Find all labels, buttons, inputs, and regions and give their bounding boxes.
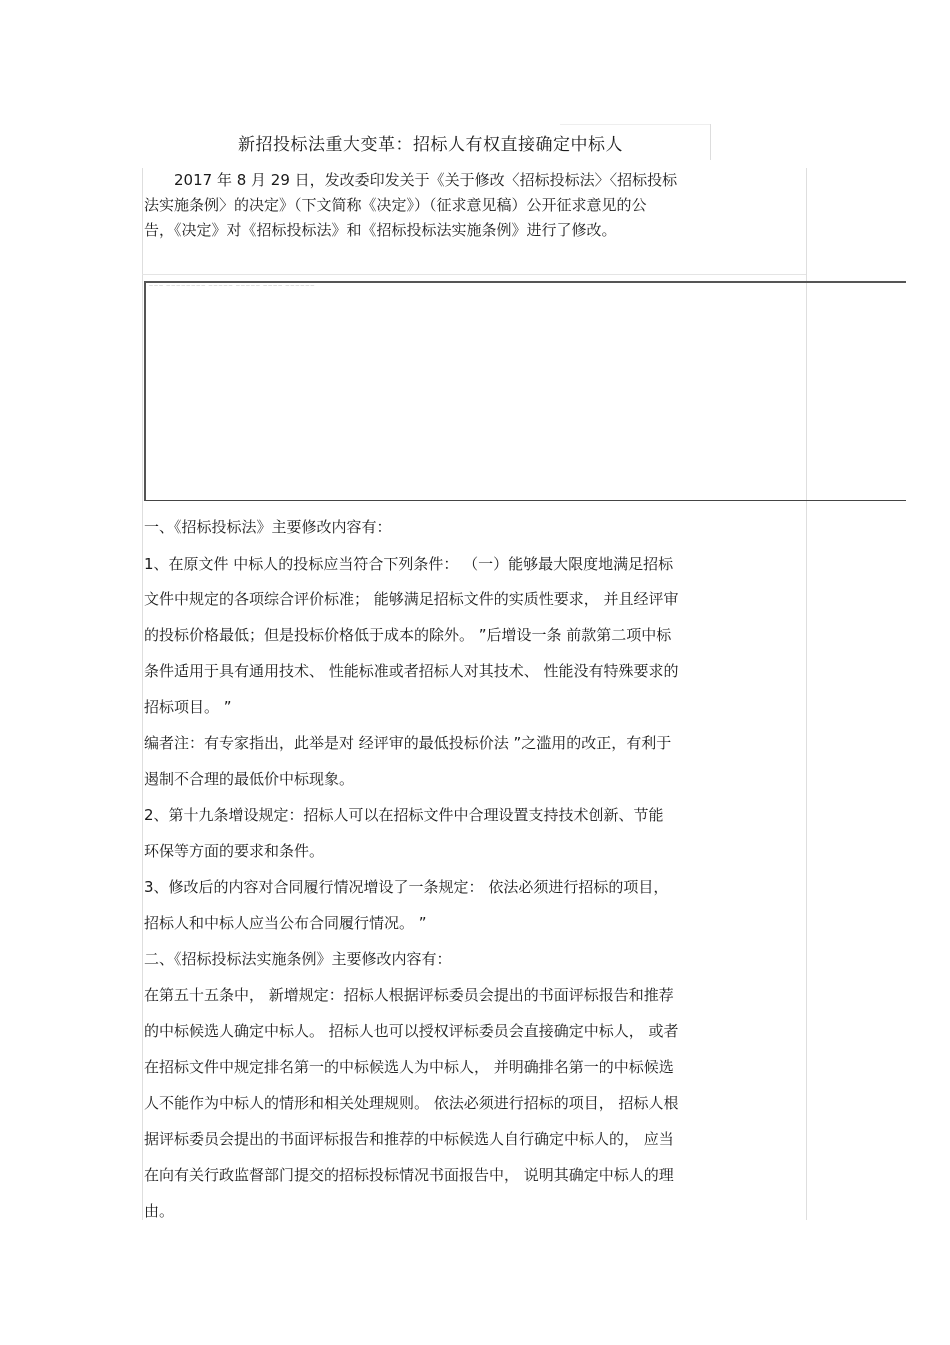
image-caption: ——— ———————— ————— ————— ———— ——————	[149, 283, 316, 288]
title-top-rule	[560, 124, 710, 125]
body-line: 在第五十五条中， 新增规定：招标人根据评标委员会提出的书面评标报告和推荐	[144, 986, 674, 1004]
editor-note-line: 编者注：有专家指出，此举是对 经评审的最低投标价法 ”之滥用的改正，有利于	[144, 734, 672, 752]
section-heading-2: 二、《招标投标法实施条例》主要修改内容有：	[144, 950, 452, 968]
intro-divider	[142, 274, 806, 275]
title-side-rule	[710, 124, 711, 160]
body-line: 环保等方面的要求和条件。	[144, 842, 325, 860]
body-line: 的投标价格最低；但是投标价格低于成本的除外。 ”后增设一条 前款第二项中标	[144, 626, 672, 644]
frame-left-border	[142, 168, 143, 1220]
body-line: 在招标文件中规定排名第一的中标候选人为中标人， 并明确排名第一的中标候选	[144, 1058, 674, 1076]
body-line: 在向有关行政监督部门提交的招标投标情况书面报告中， 说明其确定中标人的理	[144, 1166, 674, 1184]
body-line: 文件中规定的各项综合评价标准； 能够满足招标文件的实质性要求， 并且经评审	[144, 590, 679, 608]
intro-paragraph	[144, 168, 784, 243]
body-line: 据评标委员会提出的书面评标报告和推荐的中标候选人自行确定中标人的， 应当	[144, 1130, 674, 1148]
page-title: 新招投标法重大变革：招标人有权直接确定中标人	[238, 135, 623, 155]
body-line: 2、第十九条增设规定：招标人可以在招标文件中合理设置支持技术创新、节能	[144, 806, 664, 824]
body-line: 招标人和中标人应当公布合同履行情况。 ”	[144, 914, 427, 932]
body-line: 条件适用于具有通用技术、 性能标准或者招标人对其技术、 性能没有特殊要求的	[144, 662, 679, 680]
body-line: 3、修改后的内容对合同履行情况增设了一条规定： 依法必须进行招标的项目，	[144, 878, 669, 896]
editor-note-line: 遏制不合理的最低价中标现象。	[144, 770, 355, 788]
intro-line: 法实施条例〉的决定》（下文简称《决定》）（征求意见稿）公开征求意见的公	[144, 196, 647, 214]
body-line: 1、在原文件 中标人的投标应当符合下列条件： （一）能够最大限度地满足招标	[144, 555, 674, 573]
intro-line: 2017 年 8 月 29 日，发改委印发关于《关于修改〈招标投标法〉〈招标投标	[174, 171, 678, 189]
body-line: 由。	[144, 1202, 175, 1220]
body-line: 招标项目。 ”	[144, 698, 232, 716]
body-line: 的中标候选人确定中标人。 招标人也可以授权评标委员会直接确定中标人， 或者	[144, 1022, 679, 1040]
embedded-image-placeholder	[144, 281, 906, 501]
body-line: 人不能作为中标人的情形和相关处理规则。 依法必须进行招标的项目， 招标人根	[144, 1094, 679, 1112]
section-heading-1: 一、《招标投标法》主要修改内容有：	[144, 518, 392, 536]
intro-line: 告，《决定》对《招标投标法》和《招标投标法实施条例》进行了修改。	[144, 221, 617, 239]
